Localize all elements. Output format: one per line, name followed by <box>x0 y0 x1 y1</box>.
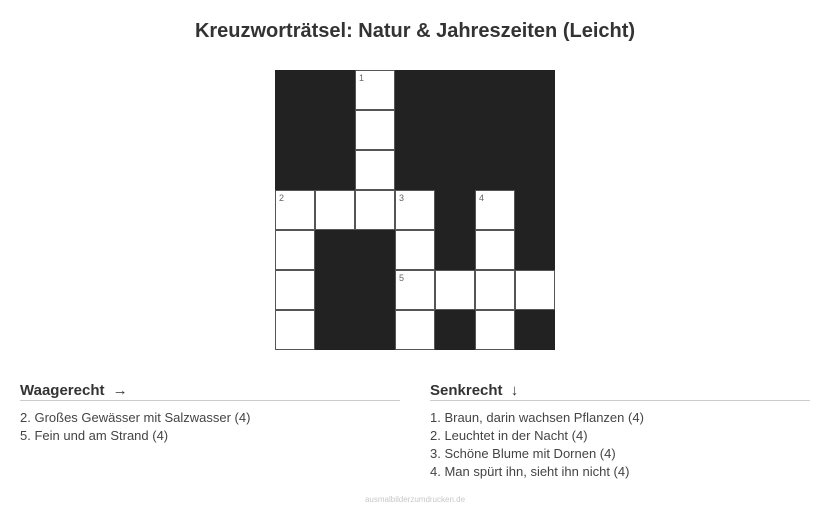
blocked-cell <box>515 230 555 270</box>
grid-cell[interactable] <box>395 190 435 230</box>
down-clue: 2. Leuchtet in der Nacht (4) <box>430 428 588 443</box>
blocked-cell <box>515 150 555 190</box>
grid-cell[interactable] <box>475 270 515 310</box>
across-heading <box>20 382 400 401</box>
blocked-cell <box>435 190 475 230</box>
blocked-cell <box>315 150 355 190</box>
grid-cell[interactable] <box>395 230 435 270</box>
grid-cell[interactable] <box>275 270 315 310</box>
blocked-cell <box>395 110 435 150</box>
blocked-cell <box>395 150 435 190</box>
blocked-cell <box>315 270 355 310</box>
blocked-cell <box>315 110 355 150</box>
blocked-cell <box>355 230 395 270</box>
grid-cell[interactable] <box>395 310 435 350</box>
blocked-cell <box>435 150 475 190</box>
blocked-cell <box>475 70 515 110</box>
blocked-cell <box>355 270 395 310</box>
blocked-cell <box>475 110 515 150</box>
grid-cell[interactable] <box>275 190 315 230</box>
blocked-cell <box>515 110 555 150</box>
down-clue: 3. Schöne Blume mit Dornen (4) <box>430 446 616 461</box>
down-clue: 4. Man spürt ihn, sieht ihn nicht (4) <box>430 464 630 479</box>
blocked-cell <box>275 150 315 190</box>
across-heading-label: Waagerecht <box>20 382 105 399</box>
blocked-cell <box>395 70 435 110</box>
blocked-cell <box>275 70 315 110</box>
down-heading-label: Senkrecht <box>430 382 503 399</box>
blocked-cell <box>435 310 475 350</box>
site-credit: ausmalbilderzumdrucken.de <box>364 495 466 504</box>
across-clues <box>20 382 400 445</box>
grid-cell[interactable] <box>475 310 515 350</box>
grid-cell[interactable] <box>475 230 515 270</box>
down-arrow-icon: ↓ <box>510 382 519 399</box>
across-clue: 2. Großes Gewässer mit Salzwasser (4) <box>20 410 251 425</box>
blocked-cell <box>315 310 355 350</box>
grid-cell[interactable] <box>515 270 555 310</box>
grid-cell[interactable] <box>275 310 315 350</box>
grid-cell[interactable] <box>355 190 395 230</box>
grid-cell[interactable] <box>395 270 435 310</box>
clue-number: 3 <box>399 193 405 203</box>
down-heading <box>430 382 810 401</box>
blocked-cell <box>475 150 515 190</box>
blocked-cell <box>435 110 475 150</box>
grid-cell[interactable] <box>355 150 395 190</box>
blocked-cell <box>435 70 475 110</box>
blocked-cell <box>275 110 315 150</box>
grid-cell[interactable] <box>275 230 315 270</box>
clue-number: 2 <box>279 193 285 203</box>
grid-cell[interactable] <box>475 190 515 230</box>
clue-number: 5 <box>399 273 405 283</box>
down-clues <box>430 382 810 481</box>
across-clue: 5. Fein und am Strand (4) <box>20 428 169 443</box>
blocked-cell <box>315 70 355 110</box>
grid-cell[interactable] <box>435 270 475 310</box>
blocked-cell <box>435 230 475 270</box>
blocked-cell <box>515 310 555 350</box>
right-arrow-icon: → <box>112 382 128 399</box>
clue-number: 4 <box>479 193 485 203</box>
grid-cell[interactable] <box>355 70 395 110</box>
blocked-cell <box>515 190 555 230</box>
blocked-cell <box>315 230 355 270</box>
blocked-cell <box>515 70 555 110</box>
grid-cell[interactable] <box>315 190 355 230</box>
down-clue: 1. Braun, darin wachsen Pflanzen (4) <box>430 410 644 425</box>
clue-number: 1 <box>359 73 365 83</box>
grid-cell[interactable] <box>355 110 395 150</box>
blocked-cell <box>355 310 395 350</box>
crossword-grid <box>275 70 555 350</box>
page-title: Kreuzworträtsel: Natur & Jahreszeiten (Leicht) <box>194 20 636 42</box>
